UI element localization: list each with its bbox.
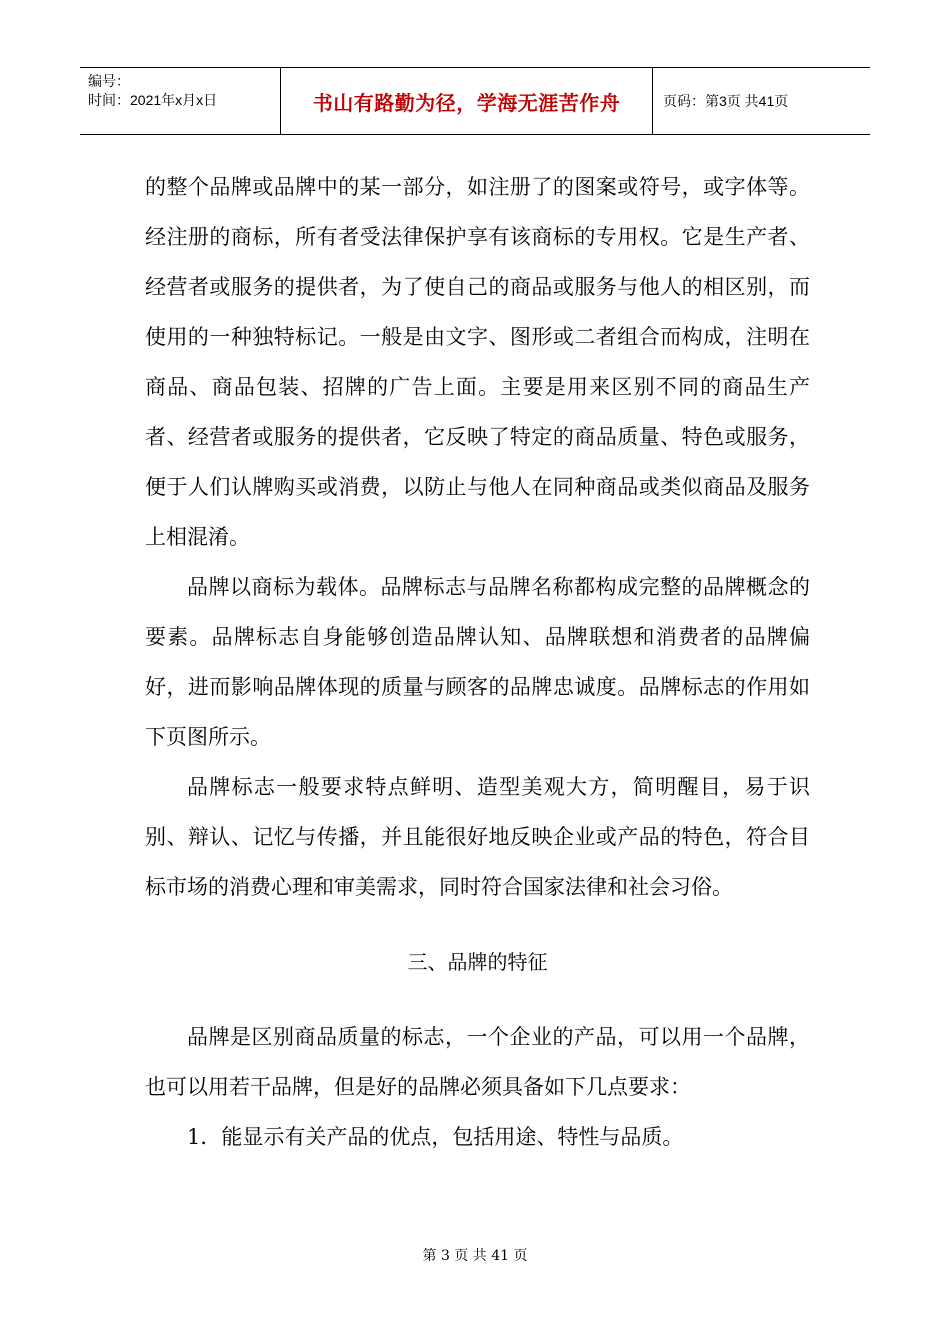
page-footer: 第 3 页 共 41 页: [422, 1248, 528, 1264]
paragraph-brand-features: 品牌是区别商品质量的标志，一个企业的产品，可以用一个品牌，也可以用若干品牌，但是好的品牌必须具备如下几点要求：: [145, 1025, 810, 1099]
paragraph-logo-requirements: 品牌标志一般要求特点鲜明、造型美观大方，简明醒目，易于识别、辩认、记忆与传播，并且能很好地反映企业或产品的特色，符合目标市场的消费心理和审美需求，同时符合国家法律和社会习俗。: [145, 775, 810, 899]
document-date-label: 时间：2021年x月x日: [88, 92, 218, 108]
list-item-1: 1．能显示有关产品的优点，包括用途、特性与品质。: [187, 1125, 684, 1149]
page-header: [80, 67, 870, 135]
header-motto: 书山有路勤为径，学海无涯苦作舟: [281, 68, 653, 134]
header-page-info: 页码：第3页 共41页: [663, 93, 789, 109]
document-number-label: 编号：: [88, 73, 130, 89]
paragraph-continuation: 的整个品牌或品牌中的某一部分，如注册了的图案或符号，或字体等。经注册的商标，所有者受法律保护享有该商标的专用权。它是生产者、经营者或服务的提供者，为了使自己的商品或服务与他人的相区别，而使用的一种独特标记。一般是由文字、图形或二者组合而构成，注明在商品、商品包装、招牌的广告上面。主要是用来区别不同的商品生产者、经营者或服务的提供者，它反映了特定的商品质量、特色或服务，便于人们认牌购买或消费，以防止与他人在同种商品或类似商品及服务上相混淆。: [145, 175, 810, 549]
header-meta: [80, 68, 281, 134]
paragraph-brand-logo: 品牌以商标为载体。品牌标志与品牌名称都构成完整的品牌概念的要素。品牌标志自身能够创造品牌认知、品牌联想和消费者的品牌偏好，进而影响品牌体现的质量与顾客的品牌忠诚度。品牌标志的作用如下页图所示。: [145, 575, 810, 749]
section-title: 三、品牌的特征: [407, 950, 548, 974]
document-body: [145, 162, 810, 1162]
